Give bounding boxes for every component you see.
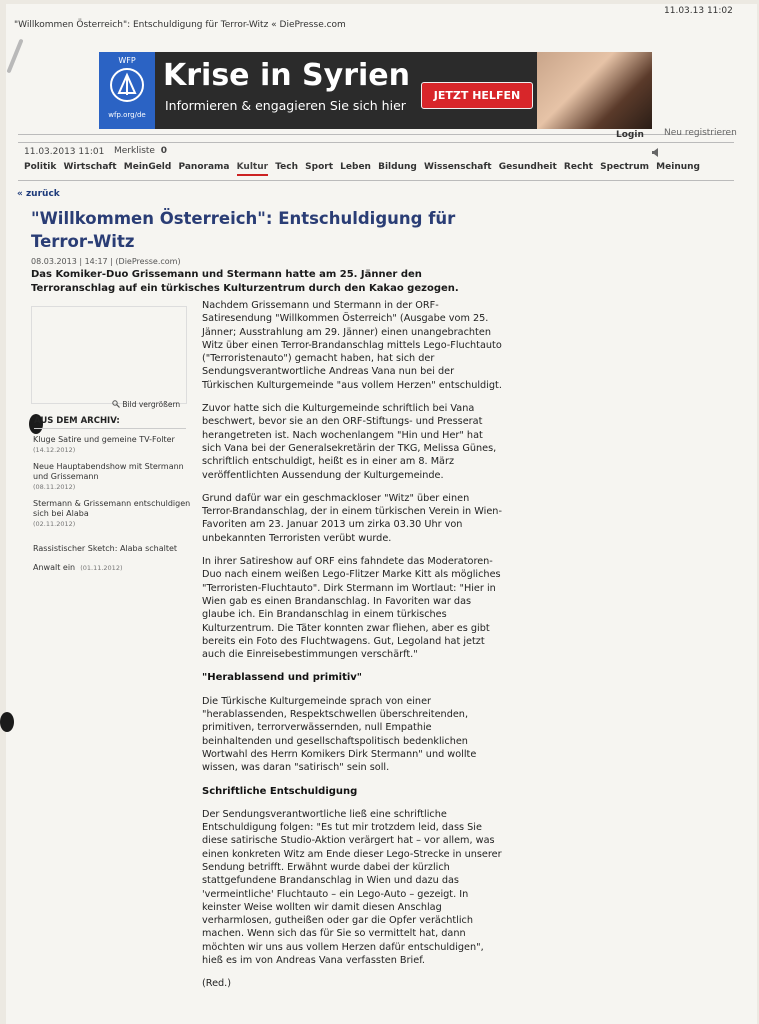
archive-item-title[interactable]: Rassistischer Sketch: Alaba schaltet Anwalt ein — [33, 543, 178, 572]
article-signature: (Red.) — [202, 978, 232, 990]
nav-leben[interactable]: Leben — [340, 162, 371, 172]
enlarge-label: Bild vergrößern — [122, 400, 181, 409]
ad-banner[interactable] — [99, 52, 652, 129]
archive-item-date: (02.11.2012) — [33, 519, 76, 528]
archive-list — [33, 435, 193, 582]
archive-item-title[interactable]: Kluge Satire und gemeine TV-Folter — [33, 435, 175, 444]
divider — [18, 142, 734, 143]
article-paragraph: In ihrer Satireshow auf ORF eins fahndete das Moderatoren-Duo nach einem weißen Lego-Flitzer Marke Kitt als mögliches "Terroristen-Fluchtauto". Dirk Stermann im Wortlaut: "Hier in Wien gab es einen Brandanschlag. In Favoriten war das glaube ich. Ein Brandanschlag in einem türkisches Kulturzentrum. Die Täter konnten zwar fliehen, aber es gibt bereits ein Foto des Fluchtwagens. Gut, Legoland hat jetzt auch die Einreisebestimmungen verschärft." — [202, 556, 501, 661]
archive-item[interactable] — [33, 536, 193, 574]
nav-bildung[interactable]: Bildung — [378, 162, 417, 172]
wfp-url: wfp.org/de — [108, 111, 146, 119]
merkliste-label: Merkliste — [114, 146, 155, 156]
current-date: 11.03.2013 11:01 — [24, 147, 105, 157]
article-paragraph: Die Türkische Kulturgemeinde sprach von einer "herablassenden, Respektschwellen überschreitenden, primitiven, terrorverwässernden, null Empathie beinhaltenden und gesellschaftspolitisch bedenklichen Wortwahl des Herrn Komikers Dirk Stermann" und wollte wissen, was daran "satirisch" sein soll. — [202, 695, 477, 774]
wfp-logo-box — [99, 52, 155, 129]
nav-gesundheit[interactable]: Gesundheit — [498, 162, 557, 172]
archive-item[interactable] — [33, 462, 193, 491]
article-paragraph: Der Sendungsverantwortliche ließ eine schriftliche Entschuldigung folgen: "Es tut mir trotzdem leid, dass Sie diese satirische Studio-Aktion verärgert hat – vor allem, was einen konkreten Witz am Ende dieser Lego-Strecke in unserer Sendung betrifft. Erwähnt wurde dabei der kürzlich stattgefundene Brandanschlag in Wien und dazu das 'vermeintliche' Fluchtauto – ein Lego-Auto – gezeigt. In keinster Weise wollten wir damit diesen Anschlag verharmlosen, gutheißen oder gar die Opfer verächtlich machen. Wenn sich das für Sie so vermittelt hat, dann möchten wir uns aus vollem Herzen dafür entschuldigen", hieß es im von Andreas Vana verfassten Brief. — [202, 808, 502, 967]
nav-wirtschaft[interactable]: Wirtschaft — [63, 162, 117, 172]
archive-heading: AUS DEM ARCHIV: — [34, 416, 186, 429]
archive-item[interactable] — [33, 499, 193, 528]
print-timestamp: 11.03.13 11:02 — [664, 6, 733, 16]
nav-kultur[interactable]: Kultur — [237, 162, 268, 176]
speaker-icon[interactable] — [652, 148, 660, 157]
magnifier-icon — [112, 400, 120, 408]
article-meta: 08.03.2013 | 14:17 | (DiePresse.com) — [31, 257, 181, 266]
merkliste-link[interactable] — [114, 146, 167, 156]
help-now-button[interactable]: JETZT HELFEN — [421, 82, 533, 109]
register-link[interactable]: Neu registrieren — [664, 128, 737, 138]
nav-wissenschaft[interactable]: Wissenschaft — [423, 162, 492, 172]
archive-item[interactable] — [33, 435, 193, 454]
article-body — [202, 299, 502, 1001]
nav-recht[interactable]: Recht — [563, 162, 593, 172]
article-paragraph: Grund dafür war ein geschmackloser "Witz" über einen Terror-Brandanschlag, der in einem türkischen Verein in Wien-Favoriten am 23. Januar 2013 um zirka 03.30 Uhr von unbekannten Terroristen verübt wurde. — [202, 492, 502, 544]
article-image[interactable] — [31, 306, 187, 404]
wfp-label: WFP — [118, 56, 136, 65]
banner-headline: Krise in Syrien — [163, 58, 411, 93]
article-paragraph: Nachdem Grissemann und Stermann in der ORF-Satiresendung "Willkommen Österreich" (Ausgabe vom 25. Jänner; Ausstrahlung am 29. Jänner) einen unangebrachten Witz über einen Terror-Brandanschlag mittels Lego-Fluchtauto ("Terroristenauto") gemacht haben, hat sich der Sendungsverantwortliche Andreas Vana nun bei der Türkischen Kulturgemeinde "aus vollem Herzen" entschuldigt. — [202, 300, 502, 391]
article-subheading: "Herablassend und primitiv" — [202, 672, 362, 684]
enlarge-image-link[interactable] — [112, 400, 180, 409]
nav-tech[interactable]: Tech — [275, 162, 299, 172]
nav-panorama[interactable]: Panorama — [178, 162, 230, 172]
login-link[interactable]: Login — [616, 130, 644, 140]
banner-photo — [537, 52, 652, 129]
nav-meinung[interactable]: Meinung — [656, 162, 700, 172]
nav-meingeld[interactable]: MeinGeld — [123, 162, 172, 172]
punch-hole — [0, 712, 14, 732]
article-lead: Das Komiker-Duo Grissemann und Stermann hatte am 25. Jänner den Terroranschlag auf ein türkisches Kulturzentrum durch den Kakao gezogen. — [31, 269, 459, 294]
back-link[interactable]: « zurück — [17, 189, 60, 199]
nav-politik[interactable]: Politik — [24, 162, 57, 172]
article-title: "Willkommen Österreich": Entschuldigung für Terror-Witz — [31, 209, 456, 251]
article-paragraph: Zuvor hatte sich die Kulturgemeinde schriftlich bei Vana beschwert, bevor sie an den ORF-Stiftungs- und Presserat herangetreten ist. Nach wochenlangem "Hin und Her" hat sich Vana bei der Generalsekretärin der TKG, Melissa Günes, schriftlich entschuldigt, heißt es in einer am 8. März veröffentlichten Aussendung der Kulturgemeinde. — [202, 403, 497, 481]
nav-sport[interactable]: Sport — [305, 162, 334, 172]
divider — [18, 180, 734, 181]
archive-item-title[interactable]: Neue Hauptabendshow mit Stermann und Grissemann — [33, 461, 184, 481]
banner-subline: Informieren & engagieren Sie sich hier — [165, 98, 406, 113]
article-subheading: Schriftliche Entschuldigung — [202, 785, 358, 797]
archive-item-date: (08.11.2012) — [33, 482, 76, 491]
nav-spectrum[interactable]: Spectrum — [600, 162, 650, 172]
section-nav — [24, 162, 704, 172]
archive-item-date: (14.12.2012) — [33, 445, 76, 454]
print-page-title: "Willkommen Österreich": Entschuldigung für Terror-Witz « DiePresse.com — [14, 20, 346, 30]
archive-item-date: (01.11.2012) — [80, 563, 123, 572]
merkliste-count: 0 — [160, 146, 167, 156]
archive-item-title[interactable]: Stermann & Grissemann entschuldigen sich bei Alaba — [33, 498, 191, 518]
wfp-emblem-icon — [109, 67, 145, 103]
